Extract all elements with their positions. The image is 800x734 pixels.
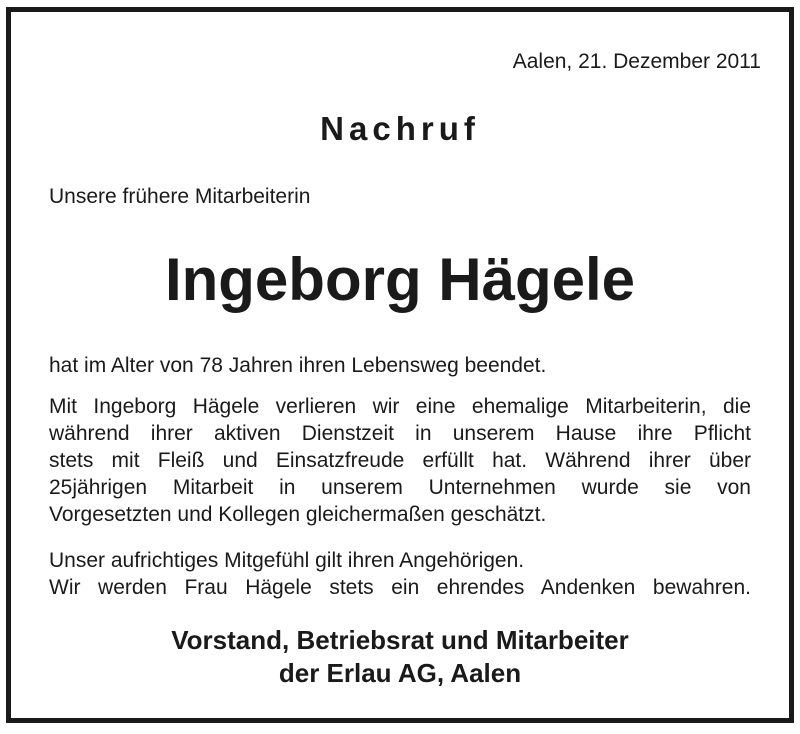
notice-date: Aalen, 21. Dezember 2011 [512,50,761,73]
notice-heading: Nachruf [320,110,480,147]
paragraph-line: Vorgesetzten und Kollegen gleichermaßen geschätzt. [49,503,547,526]
intro-text: Unsere frühere Mitarbeiterin [49,185,311,208]
paragraph-line: Unser aufrichtiges Mitgefühl gilt ihren Angehörigen. [49,549,525,572]
obituary-notice-frame [6,7,794,723]
paragraph-age [49,352,751,379]
paragraph-condolence [49,547,751,601]
signature-line: Vorstand, Betriebsrat und Mitarbeiter [171,625,629,655]
paragraph-line: 25jährigen Mitarbeit in unserem Unternehmen wurde sie von [49,476,751,499]
paragraph-line: Wir werden Frau Hägele stets ein ehrendes Andenken bewahren. [49,576,751,599]
paragraph-line: hat im Alter von 78 Jahren ihren Lebensweg beendet. [49,354,547,377]
signature-line: der Erlau AG, Aalen [278,658,522,688]
signature-block [11,624,789,690]
deceased-name: Ingeborg Hägele [164,246,636,313]
paragraph-tribute [49,393,751,528]
paragraph-line: Mit Ingeborg Hägele verlieren wir eine ehemalige Mitarbeiterin, die [49,395,751,418]
paragraph-line: stets mit Fleiß und Einsatzfreude erfüllt hat. Während ihrer über [49,449,751,472]
paragraph-line: während ihrer aktiven Dienstzeit in unserem Hause ihre Pflicht [49,422,751,445]
